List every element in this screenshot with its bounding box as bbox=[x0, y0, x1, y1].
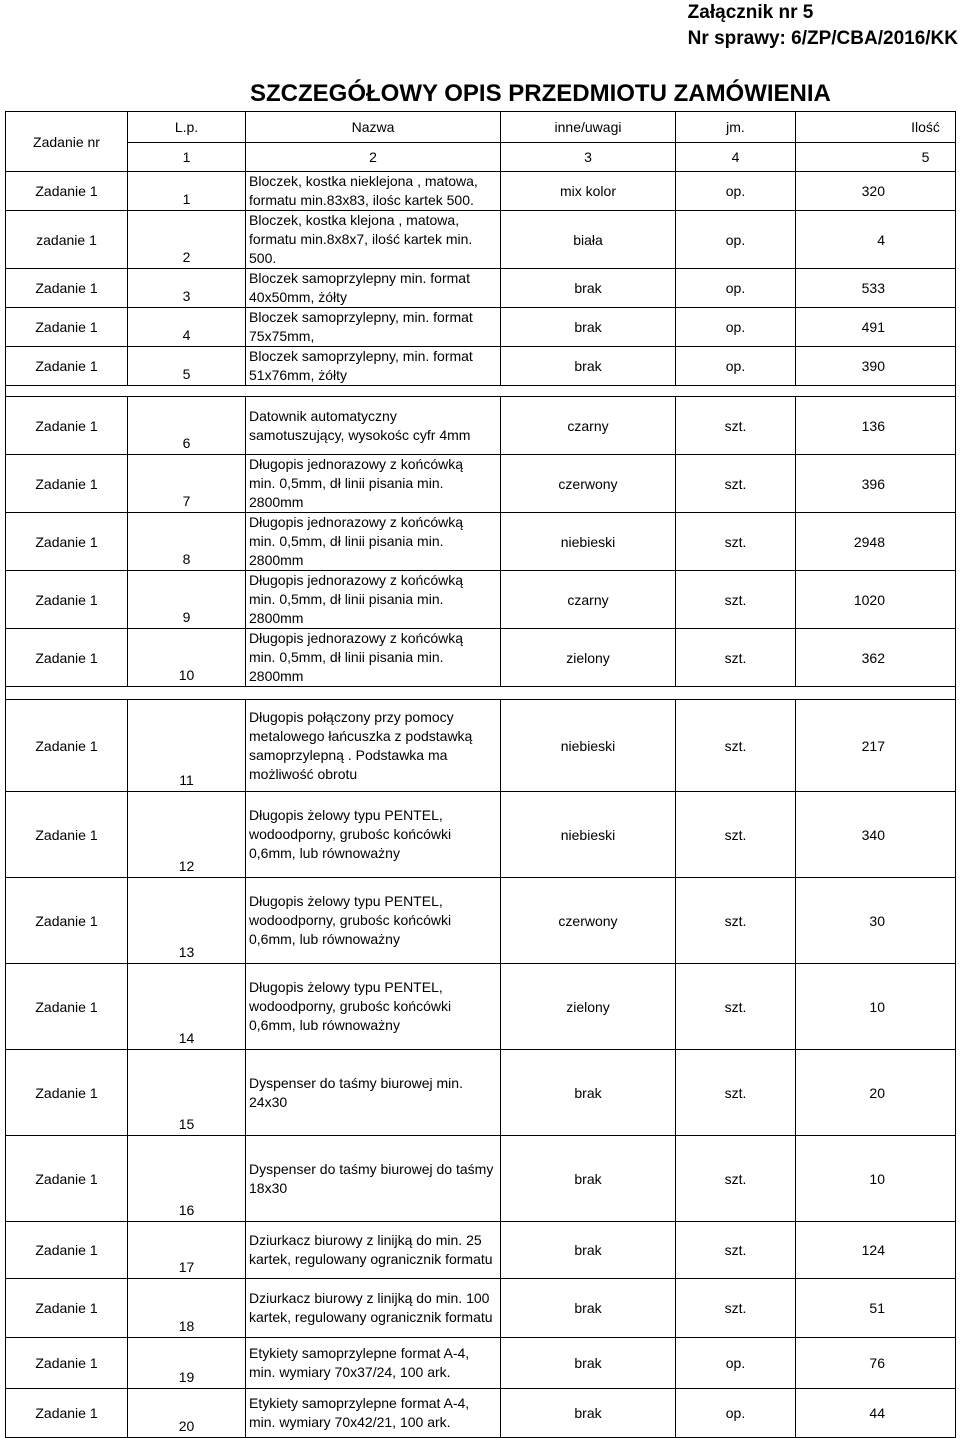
zadanie-cell: Zadanie 1 bbox=[6, 308, 128, 347]
name-line: metalowego łańcuszka z podstawką bbox=[249, 727, 473, 744]
jm-cell: szt. bbox=[676, 1279, 796, 1338]
lp-cell bbox=[128, 964, 246, 1050]
name-cell bbox=[246, 1389, 501, 1438]
ilosc-cell: 51 bbox=[796, 1279, 956, 1338]
col-header-lp: L.p. bbox=[128, 112, 246, 143]
col-header-jm: jm. bbox=[676, 112, 796, 143]
zadanie-cell: Zadanie 1 bbox=[6, 1279, 128, 1338]
lp-cell bbox=[128, 700, 246, 792]
name-line: min. 0,5mm, dł linii pisania min. bbox=[249, 591, 444, 607]
table-row bbox=[6, 347, 956, 386]
col-number: 2 bbox=[246, 143, 501, 172]
name-line: Dyspenser do taśmy biurowej do taśmy bbox=[249, 1160, 494, 1177]
uwagi-cell: biała bbox=[501, 211, 676, 269]
ilosc-cell: 217 bbox=[796, 700, 956, 792]
name-cell bbox=[246, 211, 501, 269]
name-line: Długopis żelowy typu PENTEL, bbox=[249, 893, 443, 909]
table-row bbox=[6, 1136, 956, 1222]
zadanie-cell: Zadanie 1 bbox=[6, 347, 128, 386]
zadanie-cell: Zadanie 1 bbox=[6, 1389, 128, 1438]
table-row bbox=[6, 1338, 956, 1389]
specification-table bbox=[5, 111, 956, 1438]
name-cell bbox=[246, 1279, 501, 1338]
ilosc-cell: 1020 bbox=[796, 571, 956, 629]
table-row bbox=[6, 1389, 956, 1438]
zadanie-cell: zadanie 1 bbox=[6, 211, 128, 269]
jm-cell: szt. bbox=[676, 1136, 796, 1222]
jm-cell: szt. bbox=[676, 455, 796, 513]
name-line: 18x30 bbox=[249, 1179, 288, 1196]
name-cell bbox=[246, 347, 501, 386]
name-line: Długopis jednorazowy z końcówką bbox=[249, 572, 463, 588]
lp-cell bbox=[128, 629, 246, 687]
name-line: min. wymiary 70x37/24, 100 ark. bbox=[249, 1364, 451, 1380]
col-header-nazwa: Nazwa bbox=[246, 112, 501, 143]
name-line: Długopis żelowy typu PENTEL, bbox=[249, 807, 443, 823]
name-line: formatu min.83x83, ilośc kartek 500. bbox=[249, 192, 474, 208]
table-row bbox=[6, 269, 956, 308]
lp-cell bbox=[128, 211, 246, 269]
lp-cell bbox=[128, 172, 246, 211]
uwagi-cell: zielony bbox=[501, 964, 676, 1050]
zadanie-cell: Zadanie 1 bbox=[6, 878, 128, 964]
zadanie-cell: Zadanie 1 bbox=[6, 1222, 128, 1279]
zadanie-cell: Zadanie 1 bbox=[6, 1338, 128, 1389]
ilosc-cell: 4 bbox=[796, 211, 956, 269]
lp-cell bbox=[128, 878, 246, 964]
name-line: Długopis jednorazowy z końcówką bbox=[249, 456, 463, 472]
name-line: Bloczek samoprzylepny min. format bbox=[249, 270, 470, 286]
name-line: 2800mm bbox=[249, 494, 304, 510]
name-line: 500. bbox=[249, 250, 277, 266]
attachment-label: Załącznik nr 5 bbox=[687, 2, 814, 23]
table-row bbox=[6, 211, 956, 269]
uwagi-cell: niebieski bbox=[501, 792, 676, 878]
name-line: wodoodporny, grubośc końcówki bbox=[249, 912, 452, 928]
uwagi-cell: zielony bbox=[501, 629, 676, 687]
ilosc-cell: 533 bbox=[796, 269, 956, 308]
col-header-uwagi: inne/uwagi bbox=[501, 112, 676, 143]
lp-cell bbox=[128, 1279, 246, 1338]
jm-cell: op. bbox=[676, 347, 796, 386]
name-line: możliwość obrotu bbox=[249, 765, 358, 782]
uwagi-cell: czerwony bbox=[501, 455, 676, 513]
name-line: Długopis jednorazowy z końcówką bbox=[249, 514, 463, 530]
jm-cell: op. bbox=[676, 1389, 796, 1438]
lp-cell bbox=[128, 1050, 246, 1136]
jm-cell: szt. bbox=[676, 964, 796, 1050]
uwagi-cell: brak bbox=[501, 269, 676, 308]
uwagi-cell: brak bbox=[501, 1136, 676, 1222]
name-cell bbox=[246, 878, 501, 964]
name-line: 0,6mm, lub równoważny bbox=[249, 931, 400, 947]
lp-value: 15 bbox=[178, 1116, 195, 1132]
name-line: kartek, regulowany ogranicznik formatu bbox=[249, 1251, 493, 1267]
name-cell bbox=[246, 308, 501, 347]
ilosc-cell: 491 bbox=[796, 308, 956, 347]
lp-cell bbox=[128, 1136, 246, 1222]
uwagi-cell: czarny bbox=[501, 571, 676, 629]
zadanie-cell: Zadanie 1 bbox=[6, 455, 128, 513]
uwagi-cell: niebieski bbox=[501, 700, 676, 792]
lp-value: 1 bbox=[182, 191, 191, 207]
table-row bbox=[6, 964, 956, 1050]
ilosc-cell: 136 bbox=[796, 397, 956, 455]
col-number: 3 bbox=[501, 143, 676, 172]
table-row bbox=[6, 1050, 956, 1136]
col-header-zadanie: Zadanie nr bbox=[6, 112, 128, 172]
zadanie-cell: Zadanie 1 bbox=[6, 571, 128, 629]
name-line: samoprzylepną . Podstawka ma bbox=[249, 746, 448, 763]
jm-cell: op. bbox=[676, 172, 796, 211]
jm-cell: szt. bbox=[676, 878, 796, 964]
lp-cell bbox=[128, 513, 246, 571]
name-cell bbox=[246, 629, 501, 687]
case-number: Nr sprawy: 6/ZP/CBA/2016/KK bbox=[687, 28, 958, 49]
col-number: 5 bbox=[796, 143, 956, 172]
group-spacer-cell bbox=[6, 386, 956, 397]
column-number-row bbox=[6, 143, 956, 172]
name-line: wodoodporny, grubośc końcówki bbox=[249, 826, 452, 842]
table-row bbox=[6, 513, 956, 571]
lp-cell bbox=[128, 571, 246, 629]
zadanie-cell: Zadanie 1 bbox=[6, 513, 128, 571]
uwagi-cell: brak bbox=[501, 347, 676, 386]
ilosc-cell: 2948 bbox=[796, 513, 956, 571]
ilosc-cell: 340 bbox=[796, 792, 956, 878]
ilosc-cell: 396 bbox=[796, 455, 956, 513]
name-cell bbox=[246, 513, 501, 571]
ilosc-cell: 362 bbox=[796, 629, 956, 687]
table-row bbox=[6, 455, 956, 513]
uwagi-cell: brak bbox=[501, 1050, 676, 1136]
name-line: Bloczek, kostka nieklejona , matowa, bbox=[249, 173, 478, 189]
lp-cell bbox=[128, 269, 246, 308]
lp-cell bbox=[128, 308, 246, 347]
name-line: 0,6mm, lub równoważny bbox=[249, 845, 400, 861]
name-line: 75x75mm, bbox=[249, 328, 315, 344]
lp-value: 10 bbox=[178, 667, 195, 683]
name-cell bbox=[246, 1222, 501, 1279]
jm-cell: szt. bbox=[676, 1050, 796, 1136]
jm-cell: op. bbox=[676, 1338, 796, 1389]
lp-cell bbox=[128, 1338, 246, 1389]
name-line: 51x76mm, żółty bbox=[249, 367, 348, 383]
zadanie-cell: Zadanie 1 bbox=[6, 792, 128, 878]
table-row bbox=[6, 308, 956, 347]
name-line: 24x30 bbox=[249, 1093, 288, 1110]
name-cell bbox=[246, 269, 501, 308]
name-line: Datownik automatyczny bbox=[249, 407, 397, 424]
table-row bbox=[6, 878, 956, 964]
ilosc-cell: 44 bbox=[796, 1389, 956, 1438]
col-header-ilosc: Ilość bbox=[796, 112, 956, 143]
name-line: samotuszujący, wysokośc cyfr 4mm bbox=[249, 426, 471, 443]
table-row bbox=[6, 397, 956, 455]
name-line: 0,6mm, lub równoważny bbox=[249, 1017, 400, 1033]
lp-cell bbox=[128, 1389, 246, 1438]
lp-cell bbox=[128, 455, 246, 513]
lp-cell bbox=[128, 347, 246, 386]
table-row bbox=[6, 172, 956, 211]
uwagi-cell: niebieski bbox=[501, 513, 676, 571]
table-row bbox=[6, 792, 956, 878]
zadanie-cell: Zadanie 1 bbox=[6, 269, 128, 308]
ilosc-cell: 10 bbox=[796, 1136, 956, 1222]
uwagi-cell: brak bbox=[501, 308, 676, 347]
lp-value: 14 bbox=[178, 1030, 195, 1046]
name-line: min. 0,5mm, dł linii pisania min. bbox=[249, 475, 444, 491]
document-header bbox=[688, 0, 958, 52]
uwagi-cell: brak bbox=[501, 1222, 676, 1279]
uwagi-cell: mix kolor bbox=[501, 172, 676, 211]
col-number: 4 bbox=[676, 143, 796, 172]
uwagi-cell: czerwony bbox=[501, 878, 676, 964]
lp-value: 17 bbox=[178, 1259, 195, 1275]
table-row bbox=[6, 1222, 956, 1279]
lp-value: 18 bbox=[178, 1318, 195, 1334]
jm-cell: op. bbox=[676, 308, 796, 347]
table-row bbox=[6, 629, 956, 687]
group-spacer bbox=[6, 386, 956, 397]
name-line: min. 0,5mm, dł linii pisania min. bbox=[249, 533, 444, 549]
table-row bbox=[6, 1279, 956, 1338]
uwagi-cell: brak bbox=[501, 1338, 676, 1389]
jm-cell: szt. bbox=[676, 700, 796, 792]
name-cell bbox=[246, 964, 501, 1050]
jm-cell: szt. bbox=[676, 397, 796, 455]
table-header-row bbox=[6, 112, 956, 143]
ilosc-cell: 10 bbox=[796, 964, 956, 1050]
name-line: min. 0,5mm, dł linii pisania min. bbox=[249, 649, 444, 665]
lp-value: 11 bbox=[179, 772, 194, 788]
uwagi-cell: brak bbox=[501, 1279, 676, 1338]
uwagi-cell: brak bbox=[501, 1389, 676, 1438]
zadanie-cell: Zadanie 1 bbox=[6, 629, 128, 687]
name-line: min. wymiary 70x42/21, 100 ark. bbox=[249, 1414, 451, 1430]
ilosc-cell: 20 bbox=[796, 1050, 956, 1136]
zadanie-cell: Zadanie 1 bbox=[6, 1050, 128, 1136]
jm-cell: szt. bbox=[676, 513, 796, 571]
zadanie-cell: Zadanie 1 bbox=[6, 700, 128, 792]
jm-cell: szt. bbox=[676, 571, 796, 629]
ilosc-cell: 30 bbox=[796, 878, 956, 964]
lp-value: 20 bbox=[178, 1418, 195, 1434]
ilosc-cell: 76 bbox=[796, 1338, 956, 1389]
lp-value: 16 bbox=[178, 1202, 195, 1218]
uwagi-cell: czarny bbox=[501, 397, 676, 455]
name-line: kartek, regulowany ogranicznik formatu bbox=[249, 1309, 493, 1325]
name-line: Długopis żelowy typu PENTEL, bbox=[249, 979, 443, 995]
name-cell bbox=[246, 1050, 501, 1136]
jm-cell: szt. bbox=[676, 1222, 796, 1279]
name-cell bbox=[246, 455, 501, 513]
lp-value: 8 bbox=[182, 551, 191, 567]
name-line: Etykiety samoprzylepne format A-4, bbox=[249, 1395, 470, 1411]
group-spacer-cell bbox=[6, 687, 956, 700]
table-row bbox=[6, 571, 956, 629]
name-line: wodoodporny, grubośc końcówki bbox=[249, 998, 452, 1014]
page-title: SZCZEGÓŁOWY OPIS PRZEDMIOTU ZAMÓWIENIA bbox=[250, 80, 831, 107]
lp-value: 2 bbox=[182, 249, 191, 265]
jm-cell: szt. bbox=[676, 792, 796, 878]
name-line: Bloczek, kostka klejona , matowa, bbox=[249, 212, 460, 228]
zadanie-cell: Zadanie 1 bbox=[6, 397, 128, 455]
jm-cell: szt. bbox=[676, 629, 796, 687]
name-line: Dziurkacz biurowy z linijką do min. 25 bbox=[249, 1232, 482, 1248]
ilosc-cell: 124 bbox=[796, 1222, 956, 1279]
lp-cell bbox=[128, 792, 246, 878]
lp-value: 6 bbox=[182, 435, 191, 451]
name-line: formatu min.8x8x7, ilość kartek min. bbox=[249, 231, 473, 247]
name-line: Długopis połączony przy pomocy bbox=[249, 708, 454, 725]
lp-value: 4 bbox=[182, 327, 191, 343]
name-line: 40x50mm, żółty bbox=[249, 289, 348, 305]
lp-cell bbox=[128, 397, 246, 455]
ilosc-cell: 390 bbox=[796, 347, 956, 386]
name-cell bbox=[246, 1338, 501, 1389]
name-cell bbox=[246, 172, 501, 211]
lp-value: 7 bbox=[182, 493, 191, 509]
lp-value: 3 bbox=[182, 288, 191, 304]
zadanie-cell: Zadanie 1 bbox=[6, 172, 128, 211]
name-line: Długopis jednorazowy z końcówką bbox=[249, 630, 463, 646]
lp-value: 5 bbox=[182, 366, 191, 382]
name-line: 2800mm bbox=[249, 610, 304, 626]
name-cell bbox=[246, 397, 501, 455]
name-line: 2800mm bbox=[249, 668, 304, 684]
lp-value: 12 bbox=[178, 858, 195, 874]
name-line: 2800mm bbox=[249, 552, 304, 568]
lp-value: 13 bbox=[178, 944, 195, 960]
lp-cell bbox=[128, 1222, 246, 1279]
name-cell bbox=[246, 700, 501, 792]
ilosc-cell: 320 bbox=[796, 172, 956, 211]
table-row bbox=[6, 700, 956, 792]
name-cell bbox=[246, 1136, 501, 1222]
zadanie-cell: Zadanie 1 bbox=[6, 1136, 128, 1222]
col-number: 1 bbox=[128, 143, 246, 172]
name-line: Bloczek samoprzylepny, min. format bbox=[249, 309, 473, 325]
lp-value: 19 bbox=[178, 1369, 195, 1385]
lp-value: 9 bbox=[182, 609, 191, 625]
name-cell bbox=[246, 571, 501, 629]
name-line: Bloczek samoprzylepny, min. format bbox=[249, 348, 473, 364]
jm-cell: op. bbox=[676, 269, 796, 308]
name-cell bbox=[246, 792, 501, 878]
name-line: Dziurkacz biurowy z linijką do min. 100 bbox=[249, 1290, 490, 1306]
group-spacer bbox=[6, 687, 956, 700]
jm-cell: op. bbox=[676, 211, 796, 269]
zadanie-cell: Zadanie 1 bbox=[6, 964, 128, 1050]
name-line: Etykiety samoprzylepne format A-4, bbox=[249, 1345, 470, 1361]
name-line: Dyspenser do taśmy biurowej min. bbox=[249, 1074, 463, 1091]
